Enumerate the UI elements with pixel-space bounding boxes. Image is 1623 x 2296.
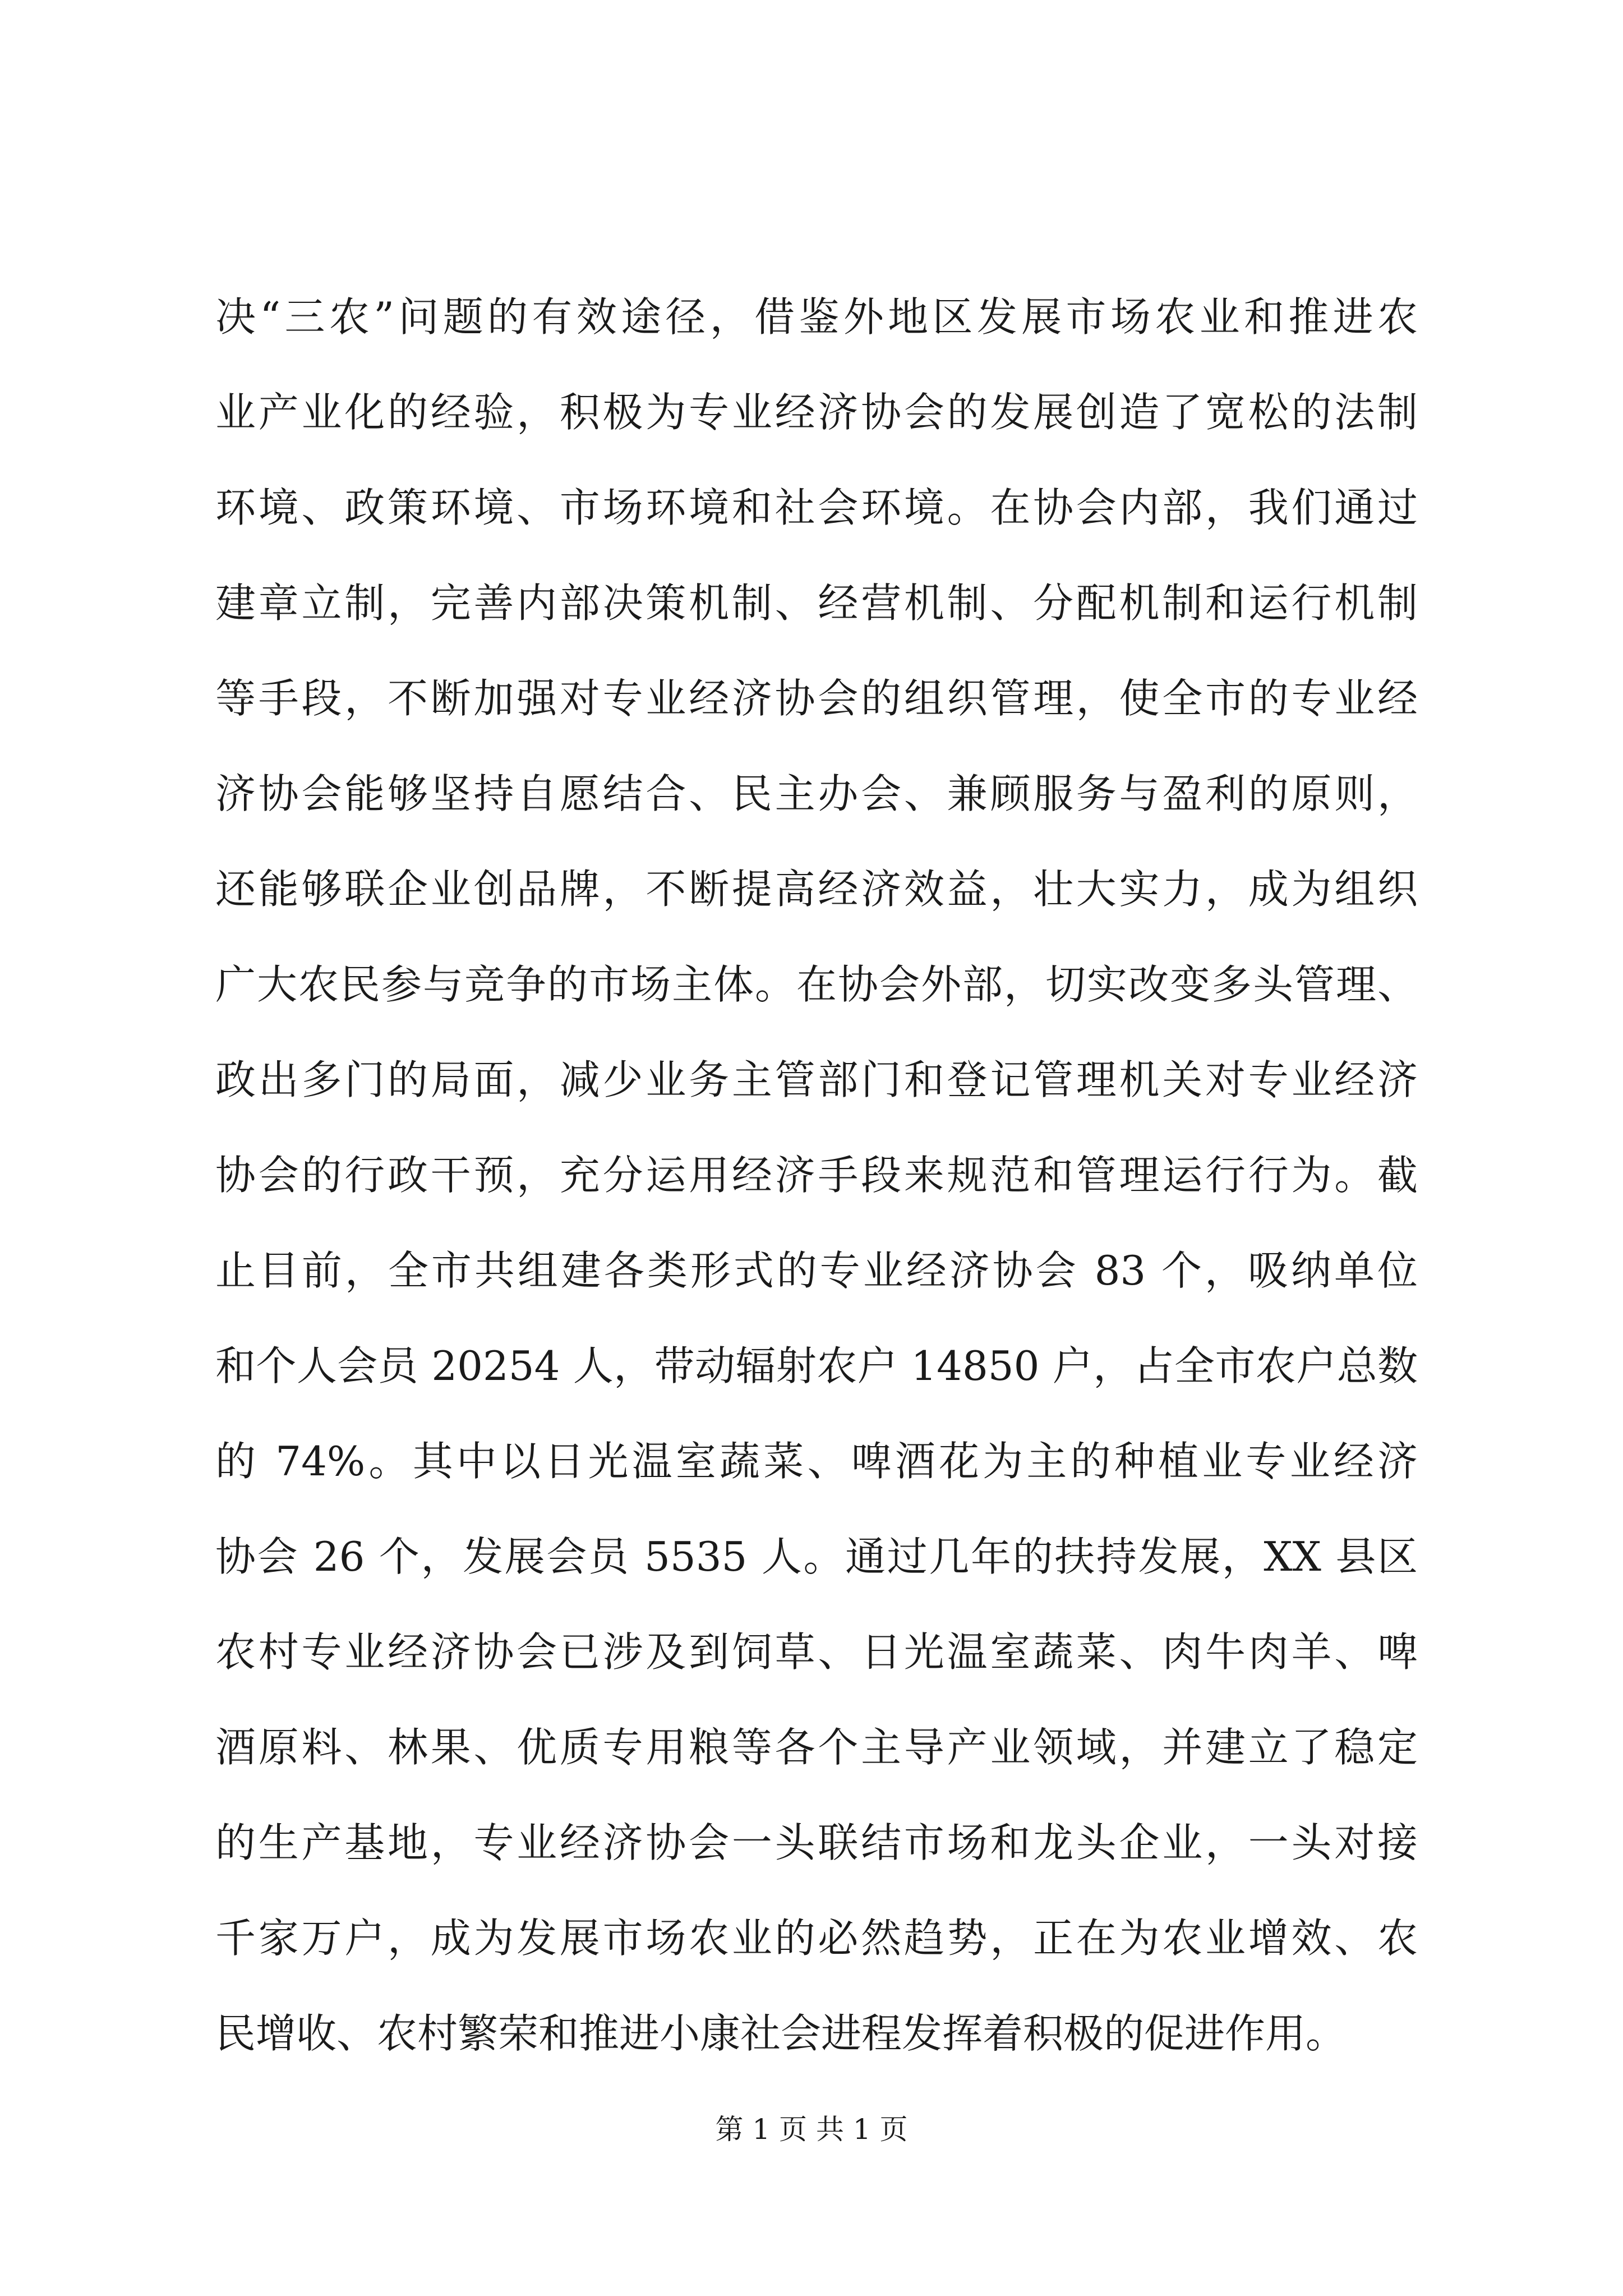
text-line: 农村专业经济协会已涉及到饲草、日光温室蔬菜、肉牛肉羊、啤	[215, 1628, 1418, 1676]
text-line: 协会 26 个，发展会员 5535 人。通过几年的扶持发展，XX 县区	[215, 1533, 1418, 1580]
text-line: 协会的行政干预，充分运用经济手段来规范和管理运行行为。截	[215, 1152, 1418, 1199]
body-paragraph	[215, 293, 1418, 2105]
text-line: 民增收、农村繁荣和推进小康社会进程发挥着积极的促进作用。	[215, 2010, 1347, 2057]
text-line: 还能够联企业创品牌，不断提高经济效益，壮大实力，成为组织	[215, 866, 1418, 913]
text-line: 止目前，全市共组建各类形式的专业经济协会 83 个，吸纳单位	[215, 1247, 1418, 1294]
text-line: 广大农民参与竞争的市场主体。在协会外部，切实改变多头管理、	[215, 961, 1418, 1008]
text-line: 的生产基地，专业经济协会一头联结市场和龙头企业，一头对接	[215, 1819, 1418, 1866]
text-line: 建章立制，完善内部决策机制、经营机制、分配机制和运行机制	[215, 579, 1418, 627]
text-line: 酒原料、林果、优质专用粮等各个主导产业领域，并建立了稳定	[215, 1724, 1418, 1771]
text-line: 千家万户，成为发展市场农业的必然趋势，正在为农业增效、农	[215, 1915, 1418, 1962]
text-line: 济协会能够坚持自愿结合、民主办会、兼顾服务与盈利的原则，	[215, 770, 1418, 817]
page-number-footer: 第 1 页 共 1 页	[715, 2113, 908, 2146]
text-line: 决“三农”问题的有效途径，借鉴外地区发展市场农业和推进农	[215, 293, 1418, 341]
text-line: 政出多门的局面，减少业务主管部门和登记管理机关对专业经济	[215, 1056, 1418, 1103]
text-line: 和个人会员 20254 人，带动辐射农户 14850 户，占全市农户总数	[215, 1342, 1418, 1389]
text-line: 业产业化的经验，积极为专业经济协会的发展创造了宽松的法制	[215, 389, 1418, 436]
text-line: 等手段，不断加强对专业经济协会的组织管理，使全市的专业经	[215, 675, 1418, 722]
text-line: 环境、政策环境、市场环境和社会环境。在协会内部，我们通过	[215, 484, 1418, 531]
text-line: 的 74%。其中以日光温室蔬菜、啤酒花为主的种植业专业经济	[215, 1438, 1418, 1485]
